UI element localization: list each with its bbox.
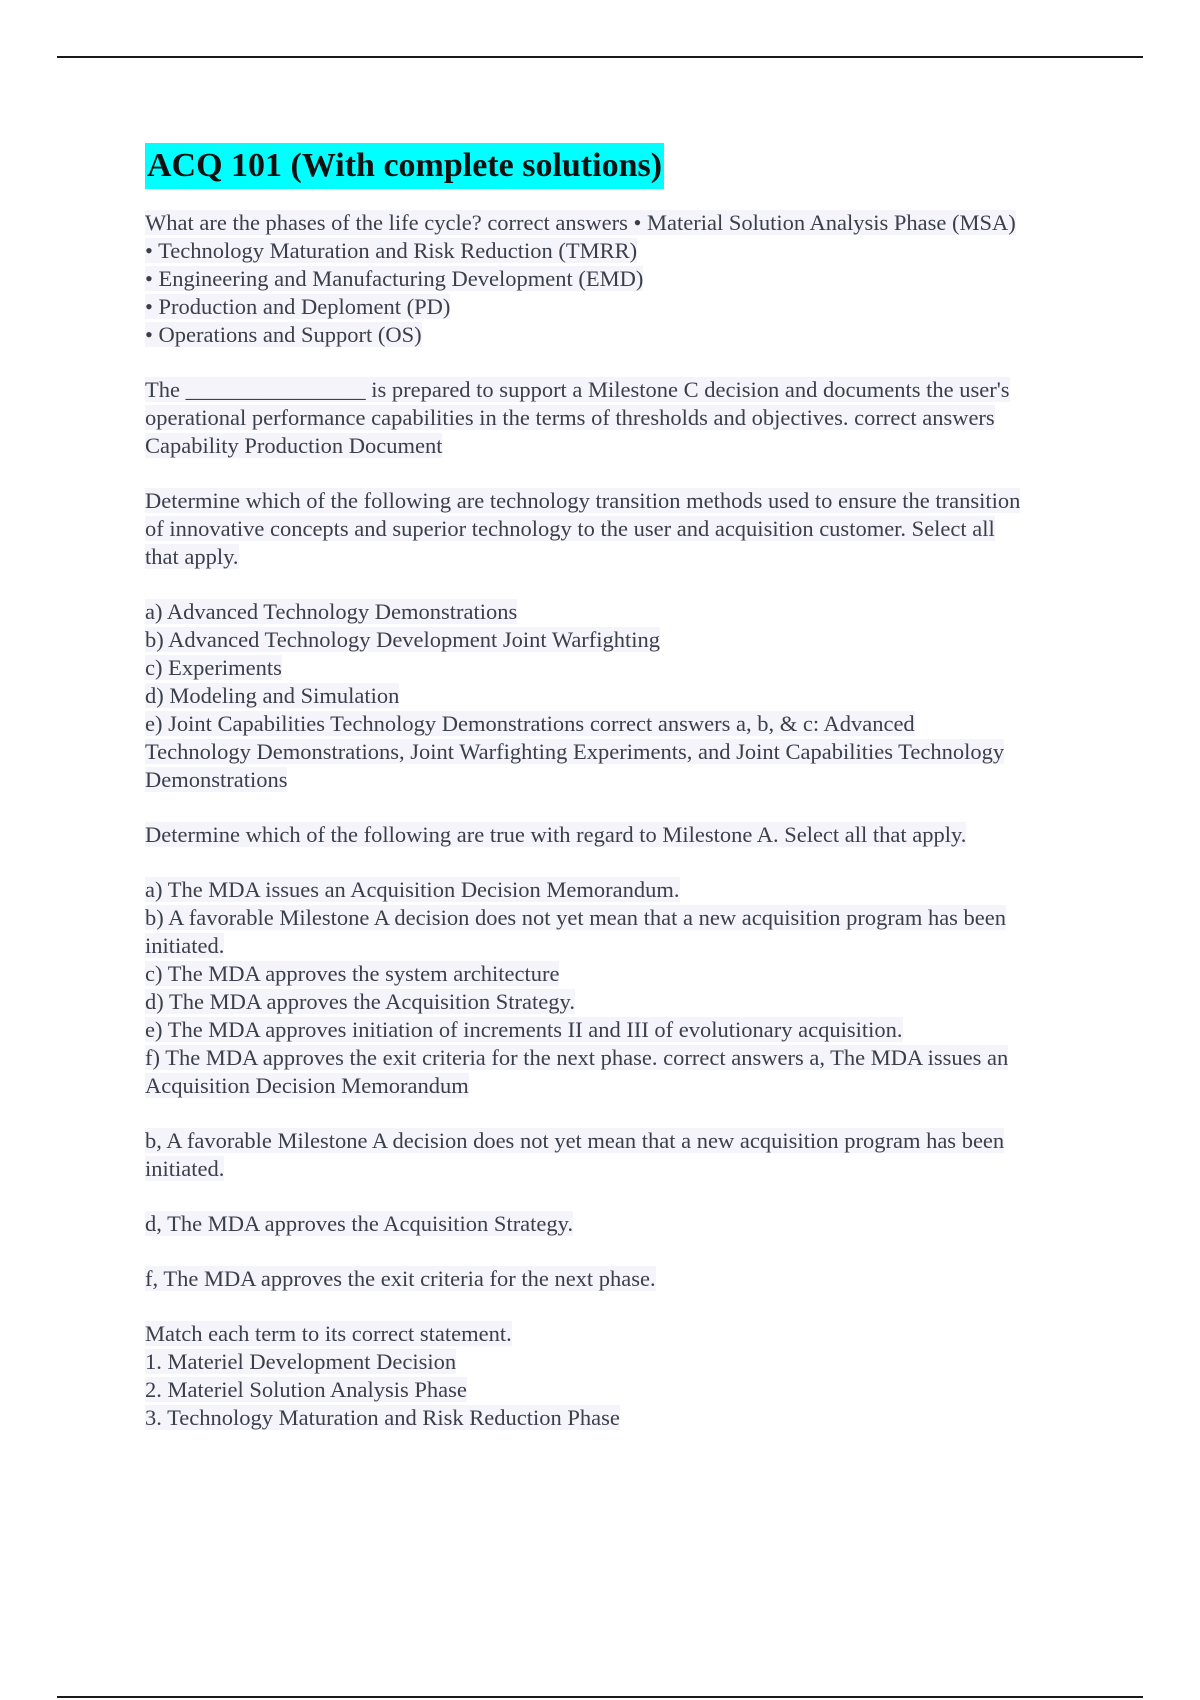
paragraph-block bbox=[145, 487, 1090, 571]
text-line bbox=[145, 265, 1090, 293]
paragraph-block bbox=[145, 821, 1090, 849]
text-line bbox=[145, 321, 1090, 349]
text-line-content: • Technology Maturation and Risk Reduction (TMRR) bbox=[145, 238, 638, 263]
paragraph-block bbox=[145, 376, 1090, 460]
text-line-content: Determine which of the following are technology transition methods used to ensure the transition bbox=[145, 488, 1021, 513]
text-line-content: c) Experiments bbox=[145, 655, 282, 680]
text-line bbox=[145, 904, 1090, 932]
paragraph-block bbox=[145, 1265, 1090, 1293]
text-line bbox=[145, 710, 1090, 738]
text-line bbox=[145, 1348, 1090, 1376]
text-line bbox=[145, 487, 1090, 515]
paragraph-block bbox=[145, 1127, 1090, 1183]
text-line-content: a) Advanced Technology Demonstrations bbox=[145, 599, 518, 624]
text-line-content: b, A favorable Milestone A decision does not yet mean that a new acquisition program has been bbox=[145, 1128, 1005, 1153]
text-line-content: d, The MDA approves the Acquisition Strategy. bbox=[145, 1211, 574, 1236]
text-line bbox=[145, 738, 1090, 766]
text-line-content: operational performance capabilities in the terms of thresholds and objectives. correct answers bbox=[145, 405, 995, 430]
text-line bbox=[145, 821, 1090, 849]
text-line bbox=[145, 376, 1090, 404]
text-line-content: • Production and Deploment (PD) bbox=[145, 294, 451, 319]
text-line-content: f) The MDA approves the exit criteria for the next phase. correct answers a, The MDA issues an bbox=[145, 1045, 1009, 1070]
text-line bbox=[145, 1210, 1090, 1238]
text-line bbox=[145, 626, 1090, 654]
text-line-content: c) The MDA approves the system architecture bbox=[145, 961, 560, 986]
text-line-content: of innovative concepts and superior technology to the user and acquisition customer. Select all bbox=[145, 516, 995, 541]
text-line bbox=[145, 1376, 1090, 1404]
header-rule bbox=[57, 56, 1143, 58]
text-line-content: initiated. bbox=[145, 1156, 225, 1181]
paragraph-block bbox=[145, 598, 1090, 794]
text-line bbox=[145, 988, 1090, 1016]
text-line bbox=[145, 932, 1090, 960]
text-line-content: f, The MDA approves the exit criteria for the next phase. bbox=[145, 1266, 656, 1291]
text-line-content: 1. Materiel Development Decision bbox=[145, 1349, 457, 1374]
text-line bbox=[145, 1016, 1090, 1044]
text-line bbox=[145, 766, 1090, 794]
text-line-content: • Engineering and Manufacturing Development (EMD) bbox=[145, 266, 644, 291]
text-line bbox=[145, 1320, 1090, 1348]
text-line-content: 2. Materiel Solution Analysis Phase bbox=[145, 1377, 467, 1402]
paragraph-block bbox=[145, 876, 1090, 1100]
footer-rule bbox=[57, 1696, 1143, 1698]
text-line bbox=[145, 209, 1090, 237]
paragraph-block bbox=[145, 1210, 1090, 1238]
text-line bbox=[145, 1044, 1090, 1072]
text-line-content: Determine which of the following are true with regard to Milestone A. Select all that apply. bbox=[145, 822, 967, 847]
text-line bbox=[145, 960, 1090, 988]
text-line bbox=[145, 1404, 1090, 1432]
text-line-content: b) Advanced Technology Development Joint Warfighting bbox=[145, 627, 661, 652]
text-line-content: d) Modeling and Simulation bbox=[145, 683, 400, 708]
text-line bbox=[145, 432, 1090, 460]
text-line-content: e) The MDA approves initiation of increments II and III of evolutionary acquisition. bbox=[145, 1017, 903, 1042]
text-line bbox=[145, 876, 1090, 904]
question-blocks bbox=[145, 209, 1090, 1432]
text-line bbox=[145, 682, 1090, 710]
text-line-content: that apply. bbox=[145, 544, 239, 569]
text-line-content: Acquisition Decision Memorandum bbox=[145, 1073, 469, 1098]
text-line-content: a) The MDA issues an Acquisition Decision Memorandum. bbox=[145, 877, 680, 902]
text-line-content: Demonstrations bbox=[145, 767, 288, 792]
text-line bbox=[145, 543, 1090, 571]
text-line bbox=[145, 1127, 1090, 1155]
text-line-content: initiated. bbox=[145, 933, 225, 958]
text-line-content: e) Joint Capabilities Technology Demonstrations correct answers a, b, & c: Advanced bbox=[145, 711, 915, 736]
text-line-content: • Operations and Support (OS) bbox=[145, 322, 422, 347]
text-line bbox=[145, 293, 1090, 321]
text-line bbox=[145, 1265, 1090, 1293]
text-line-content: b) A favorable Milestone A decision does not yet mean that a new acquisition program has been bbox=[145, 905, 1007, 930]
paragraph-block bbox=[145, 1320, 1090, 1432]
text-line bbox=[145, 237, 1090, 265]
document-title: ACQ 101 (With complete solutions) bbox=[145, 143, 664, 189]
text-line-content: What are the phases of the life cycle? correct answers • Material Solution Analysis Phase (MSA) bbox=[145, 210, 1016, 235]
text-line bbox=[145, 515, 1090, 543]
text-line-content: Technology Demonstrations, Joint Warfighting Experiments, and Joint Capabilities Technology bbox=[145, 739, 1005, 764]
text-line bbox=[145, 404, 1090, 432]
paragraph-block bbox=[145, 209, 1090, 349]
text-line bbox=[145, 654, 1090, 682]
text-line bbox=[145, 1072, 1090, 1100]
text-line-content: 3. Technology Maturation and Risk Reduction Phase bbox=[145, 1405, 620, 1430]
text-line-content: d) The MDA approves the Acquisition Strategy. bbox=[145, 989, 575, 1014]
text-line-content: Match each term to its correct statement. bbox=[145, 1321, 512, 1346]
document-body bbox=[145, 143, 1090, 1459]
text-line bbox=[145, 598, 1090, 626]
text-line bbox=[145, 1155, 1090, 1183]
text-line-content: The ________________ is prepared to support a Milestone C decision and documents the user's bbox=[145, 377, 1010, 402]
text-line-content: Capability Production Document bbox=[145, 433, 443, 458]
